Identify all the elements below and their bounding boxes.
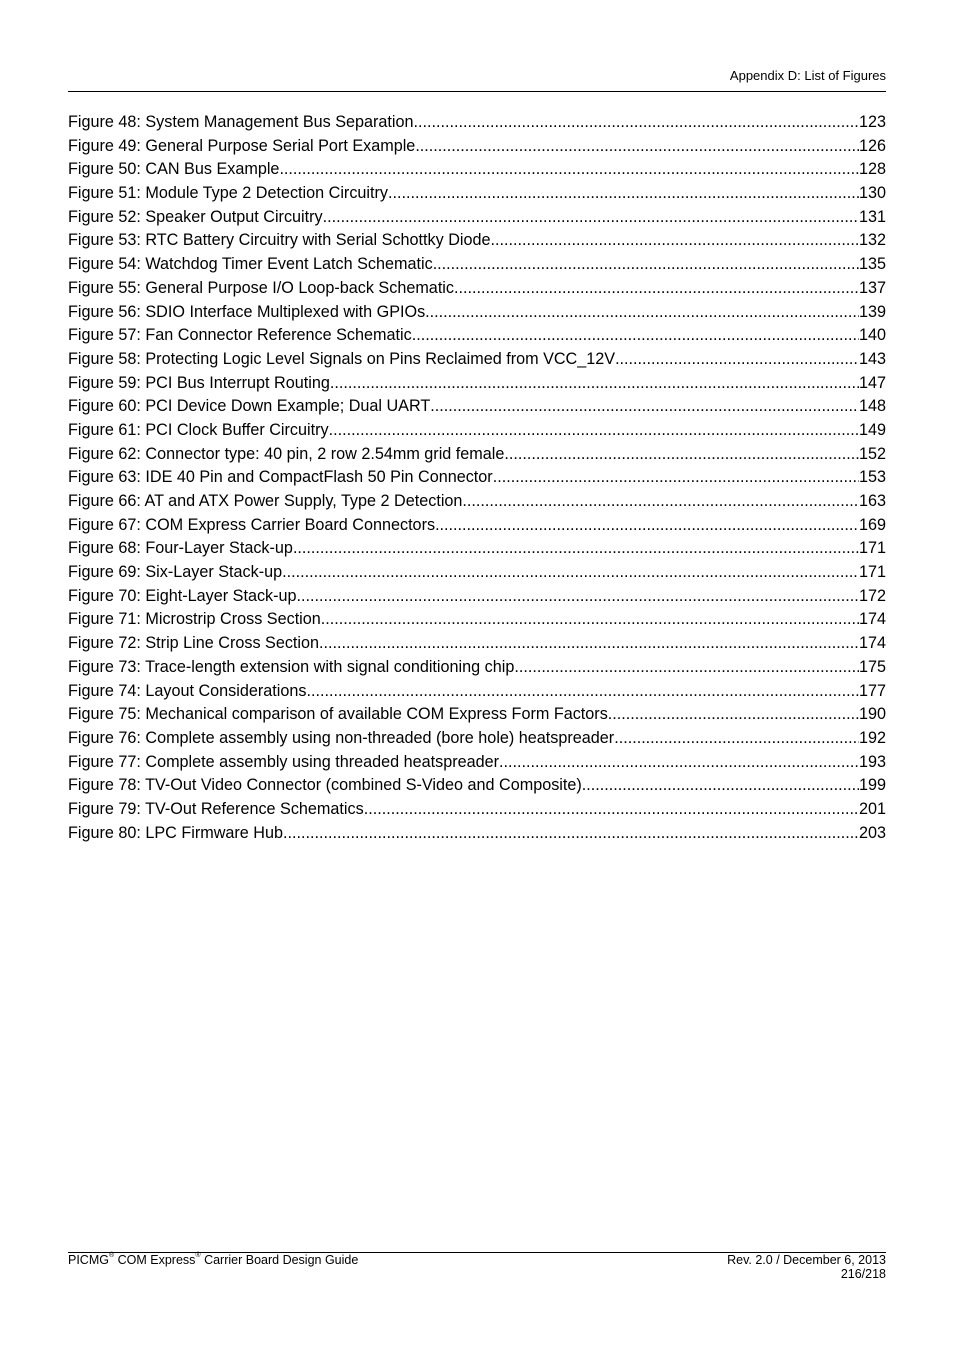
toc-entry-page: 171 <box>858 563 886 582</box>
toc-entry-page: 199 <box>858 776 886 795</box>
toc-entry-title: Figure 60: PCI Device Down Example; Dual UART <box>68 397 431 416</box>
toc-entry[interactable] <box>68 277 886 301</box>
dot-leader <box>415 135 859 159</box>
dot-leader <box>414 111 859 135</box>
toc-entry-title: Figure 55: General Purpose I/O Loop-back Schematic <box>68 278 455 297</box>
toc-entry-title: Figure 68: Four-Layer Stack-up <box>68 539 293 558</box>
toc-entry[interactable] <box>68 656 886 680</box>
dot-leader <box>412 324 859 348</box>
toc-entry-title: Figure 48: System Management Bus Separation <box>68 113 414 131</box>
toc-entry-title: Figure 75: Mechanical comparison of available COM Express Form Factors <box>68 705 608 724</box>
dot-leader <box>319 632 859 656</box>
toc-entry-title: Figure 67: COM Express Carrier Board Connectors <box>68 515 436 534</box>
toc-entry[interactable] <box>68 206 886 230</box>
toc-entry[interactable] <box>68 324 886 348</box>
footer-org: PICMG <box>68 1253 109 1267</box>
dot-leader <box>614 727 859 751</box>
toc-entry-page: 140 <box>858 326 886 345</box>
toc-entry-page: 203 <box>858 823 886 842</box>
toc-entry-page: 171 <box>858 539 886 558</box>
dot-leader <box>282 561 859 585</box>
toc-entry[interactable] <box>68 798 886 822</box>
registered-mark: ® <box>195 1252 201 1259</box>
toc-entry-page: 132 <box>858 231 886 250</box>
toc-entry[interactable] <box>68 561 886 585</box>
toc-entry-page: 153 <box>858 468 886 487</box>
toc-entry-page: 177 <box>858 681 886 700</box>
toc-entry-page: 193 <box>858 752 886 771</box>
dot-leader <box>615 348 859 372</box>
footer-guide: Carrier Board Design Guide <box>200 1253 359 1267</box>
toc-entry-page: 131 <box>858 207 886 226</box>
dot-leader <box>329 419 859 443</box>
dot-leader <box>462 490 859 514</box>
toc-entry-page: 201 <box>858 799 886 818</box>
footer-page-number: 216/218 <box>840 1267 886 1281</box>
toc-entry-title: Figure 69: Six-Layer Stack-up <box>68 563 283 582</box>
footer-product: COM Express <box>114 1253 196 1267</box>
toc-entry[interactable] <box>68 348 886 372</box>
dot-leader <box>283 822 859 846</box>
toc-entry-title: Figure 62: Connector type: 40 pin, 2 row 2.54mm grid female <box>68 444 505 463</box>
running-header: Appendix D: List of Figures <box>729 68 886 83</box>
toc-entry[interactable] <box>68 135 886 159</box>
dot-leader <box>504 443 859 467</box>
toc-entry-title: Figure 50: CAN Bus Example <box>68 160 280 179</box>
dot-leader <box>433 253 859 277</box>
toc-entry-page: 192 <box>858 728 886 747</box>
dot-leader <box>454 277 859 301</box>
toc-entry-page: 148 <box>858 397 886 416</box>
toc-entry[interactable] <box>68 301 886 325</box>
toc-entry-title: Figure 71: Microstrip Cross Section <box>68 610 321 629</box>
toc-entry-title: Figure 49: General Purpose Serial Port Example <box>68 136 416 155</box>
header-divider <box>68 91 886 92</box>
toc-entry[interactable] <box>68 632 886 656</box>
toc-entry[interactable] <box>68 680 886 704</box>
toc-entry-title: Figure 74: Layout Considerations <box>68 681 307 700</box>
toc-entry[interactable] <box>68 111 886 135</box>
footer-revision-block <box>727 1253 886 1281</box>
dot-leader <box>330 372 859 396</box>
list-of-figures <box>68 111 886 845</box>
dot-leader <box>297 585 859 609</box>
toc-entry-page: 123 <box>858 113 886 131</box>
toc-entry[interactable] <box>68 419 886 443</box>
dot-leader <box>499 751 859 775</box>
registered-mark: ® <box>108 1252 115 1259</box>
toc-entry-title: Figure 63: IDE 40 Pin and CompactFlash 50 Pin Connector <box>68 468 493 487</box>
toc-entry[interactable] <box>68 182 886 206</box>
toc-entry-page: 126 <box>858 136 886 155</box>
toc-entry-page: 147 <box>858 373 886 392</box>
toc-entry-title: Figure 76: Complete assembly using non-threaded (bore hole) heatspreader <box>68 728 615 747</box>
toc-entry-title: Figure 80: LPC Firmware Hub <box>68 823 284 842</box>
toc-entry[interactable] <box>68 822 886 846</box>
toc-entry-title: Figure 79: TV-Out Reference Schematics <box>68 799 364 818</box>
toc-entry-title: Figure 54: Watchdog Timer Event Latch Schematic <box>68 255 433 274</box>
toc-entry-page: 135 <box>858 255 886 274</box>
dot-leader <box>323 206 859 230</box>
toc-entry-title: Figure 59: PCI Bus Interrupt Routing <box>68 373 330 392</box>
toc-entry-page: 139 <box>858 302 886 321</box>
dot-leader <box>364 798 859 822</box>
dot-leader <box>608 703 859 727</box>
toc-entry-title: Figure 56: SDIO Interface Multiplexed with GPIOs <box>68 302 426 321</box>
toc-entry-title: Figure 57: Fan Connector Reference Schematic <box>68 326 412 345</box>
footer-revision: Rev. 2.0 / December 6, 2013 <box>727 1253 886 1267</box>
toc-entry[interactable] <box>68 443 886 467</box>
toc-entry-page: 149 <box>858 420 886 439</box>
dot-leader <box>435 514 859 538</box>
toc-entry-title: Figure 70: Eight-Layer Stack-up <box>68 586 297 605</box>
toc-entry[interactable] <box>68 372 886 396</box>
toc-entry[interactable] <box>68 490 886 514</box>
dot-leader <box>306 680 859 704</box>
toc-entry[interactable] <box>68 608 886 632</box>
toc-entry-title: Figure 72: Strip Line Cross Section <box>68 634 320 653</box>
dot-leader <box>388 182 859 206</box>
dot-leader <box>425 301 859 325</box>
toc-entry[interactable] <box>68 395 886 419</box>
dot-leader <box>491 229 859 253</box>
toc-entry-title: Figure 52: Speaker Output Circuitry <box>68 207 323 226</box>
toc-entry[interactable] <box>68 751 886 775</box>
toc-entry-title: Figure 66: AT and ATX Power Supply, Type 2 Detection <box>68 492 463 510</box>
footer-document-title <box>68 1253 358 1267</box>
toc-entry[interactable] <box>68 229 886 253</box>
toc-entry[interactable] <box>68 537 886 561</box>
toc-entry[interactable] <box>68 703 886 727</box>
toc-entry-page: 169 <box>858 515 886 534</box>
toc-entry-title: Figure 78: TV-Out Video Connector (combined S-Video and Composite) <box>68 776 582 795</box>
dot-leader <box>279 158 859 182</box>
toc-entry[interactable] <box>68 727 886 751</box>
toc-entry-page: 172 <box>858 586 886 605</box>
toc-entry-page: 137 <box>858 278 886 297</box>
toc-entry[interactable] <box>68 158 886 182</box>
dot-leader <box>321 608 859 632</box>
toc-entry-page: 174 <box>858 610 886 629</box>
toc-entry[interactable] <box>68 253 886 277</box>
toc-entry-title: Figure 77: Complete assembly using threaded heatspreader <box>68 752 500 771</box>
toc-entry-title: Figure 58: Protecting Logic Level Signals on Pins Reclaimed from VCC_12V <box>68 349 616 368</box>
dot-leader <box>430 395 859 419</box>
toc-entry-page: 128 <box>858 160 886 179</box>
toc-entry-title: Figure 61: PCI Clock Buffer Circuitry <box>68 420 329 439</box>
dot-leader <box>293 537 859 561</box>
toc-entry-page: 143 <box>858 349 886 368</box>
toc-entry[interactable] <box>68 514 886 538</box>
toc-entry[interactable] <box>68 774 886 798</box>
dot-leader <box>582 774 859 798</box>
toc-entry-page: 190 <box>858 705 886 724</box>
toc-entry-title: Figure 73: Trace-length extension with signal conditioning chip <box>68 657 515 676</box>
toc-entry-page: 175 <box>858 657 886 676</box>
toc-entry-page: 152 <box>858 444 886 463</box>
toc-entry-page: 130 <box>858 184 886 203</box>
toc-entry-page: 174 <box>858 634 886 653</box>
toc-entry-page: 163 <box>858 492 886 510</box>
toc-entry[interactable] <box>68 585 886 609</box>
toc-entry[interactable] <box>68 466 886 490</box>
toc-entry-title: Figure 53: RTC Battery Circuitry with Serial Schottky Diode <box>68 231 491 250</box>
dot-leader <box>493 466 859 490</box>
dot-leader <box>514 656 859 680</box>
toc-entry-title: Figure 51: Module Type 2 Detection Circuitry <box>68 184 389 203</box>
